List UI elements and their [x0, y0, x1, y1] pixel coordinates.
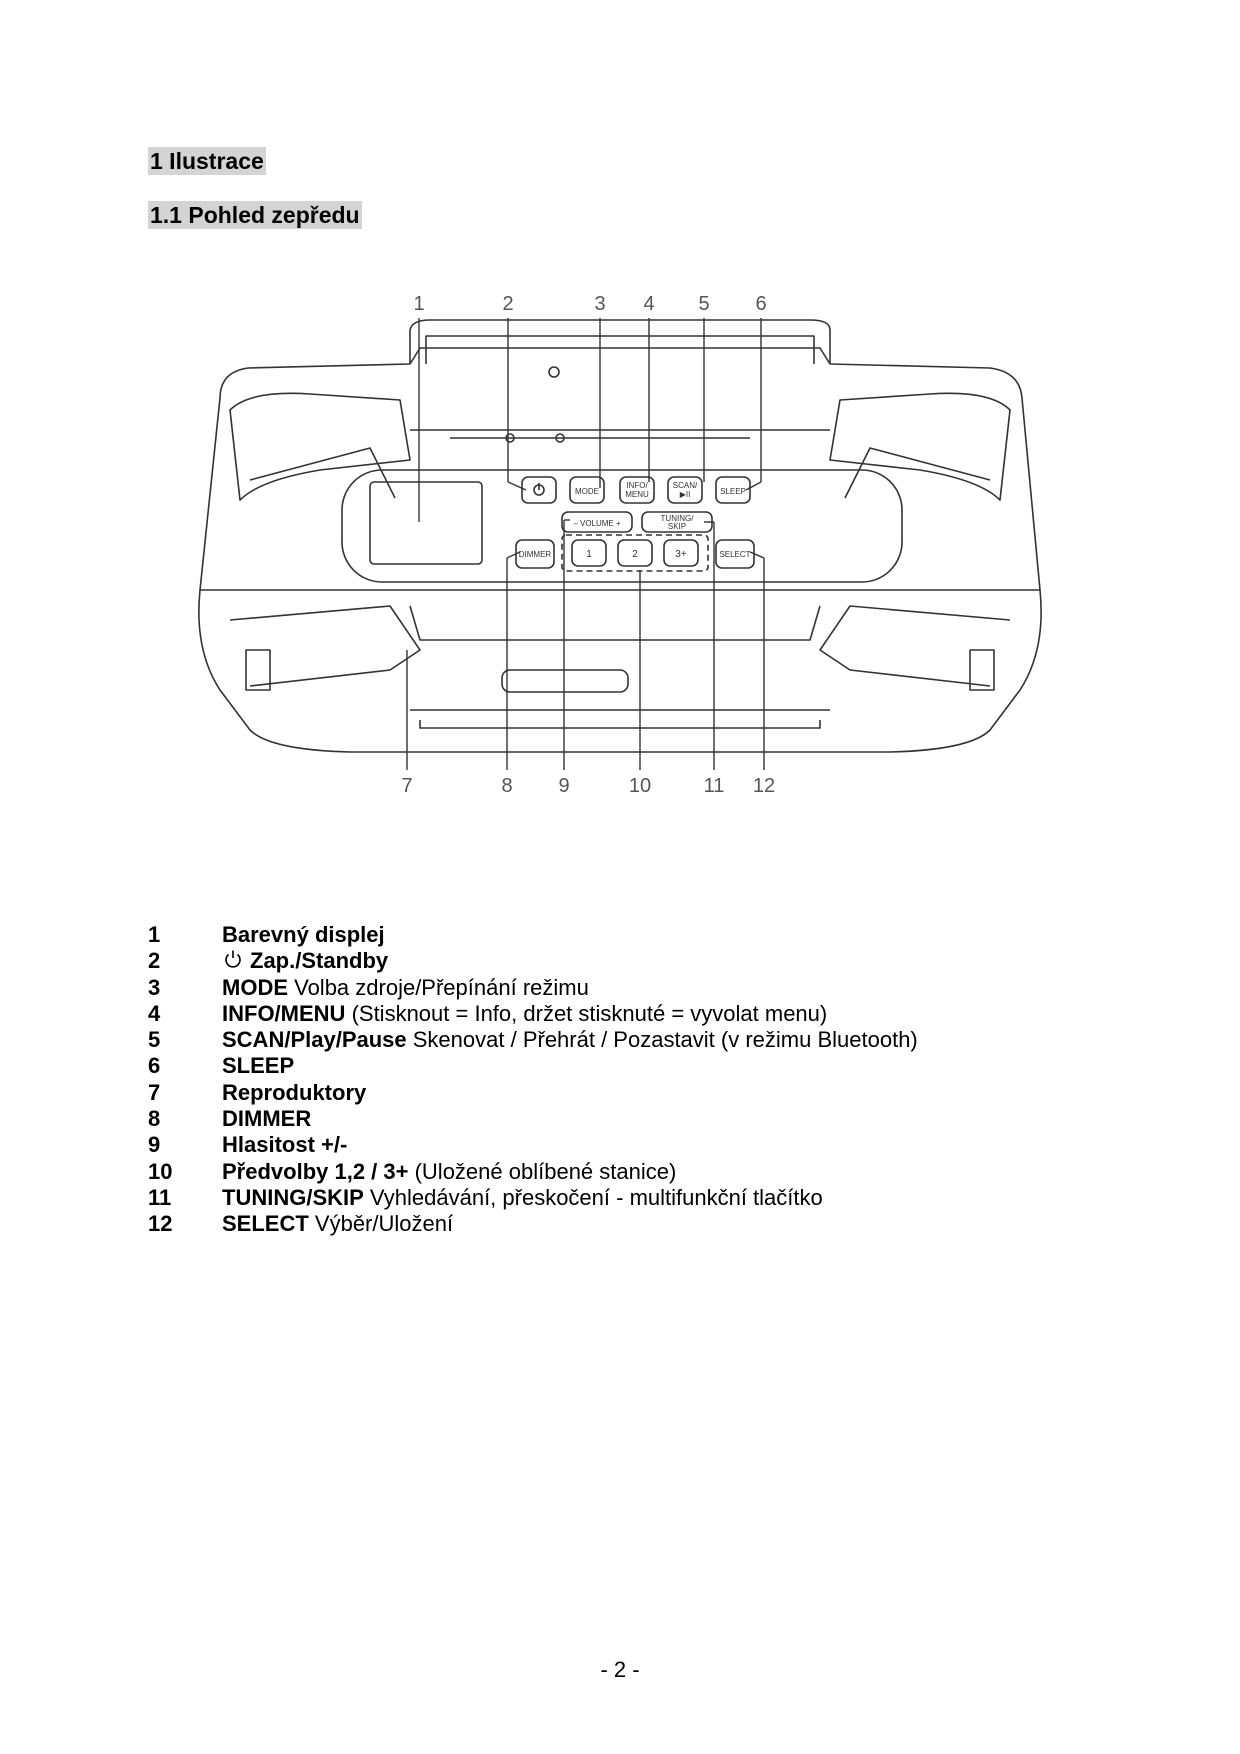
callout-10: 10	[628, 775, 652, 797]
svg-text:2: 2	[632, 549, 638, 560]
page-number: - 2 -	[600, 1657, 640, 1682]
callout-9: 9	[558, 775, 570, 797]
svg-text:MENU: MENU	[625, 490, 649, 499]
svg-text:– VOLUME +: – VOLUME +	[573, 519, 621, 528]
callout-6: 6	[755, 293, 767, 315]
callout-7: 7	[401, 775, 413, 797]
section-heading: 1 Ilustrace	[150, 148, 264, 174]
callout-4: 4	[643, 293, 655, 315]
svg-text:DIMMER: DIMMER	[518, 550, 552, 559]
color-display	[370, 482, 482, 564]
svg-text:SCAN/: SCAN/	[672, 481, 698, 490]
subsection-heading: 1.1 Pohled zepředu	[150, 202, 360, 228]
svg-text:▶II: ▶II	[679, 490, 691, 499]
svg-text:SELECT: SELECT	[719, 550, 751, 559]
svg-text:SLEEP: SLEEP	[720, 487, 746, 496]
callout-5: 5	[698, 293, 710, 315]
radio-front-illustration	[190, 290, 1050, 880]
svg-text:3+: 3+	[675, 549, 687, 560]
power-icon	[222, 948, 244, 970]
svg-text:1: 1	[586, 549, 592, 560]
svg-text:SKIP: SKIP	[667, 522, 687, 531]
callout-8: 8	[501, 775, 513, 797]
svg-text:INFO/: INFO/	[626, 481, 648, 490]
callout-3: 3	[594, 293, 606, 315]
callout-11: 11	[703, 775, 725, 797]
svg-text:MODE: MODE	[575, 487, 599, 496]
callout-12: 12	[752, 775, 776, 797]
callout-1: 1	[413, 293, 425, 315]
callout-2: 2	[502, 293, 514, 315]
svg-text:TUNING/: TUNING/	[660, 514, 694, 523]
